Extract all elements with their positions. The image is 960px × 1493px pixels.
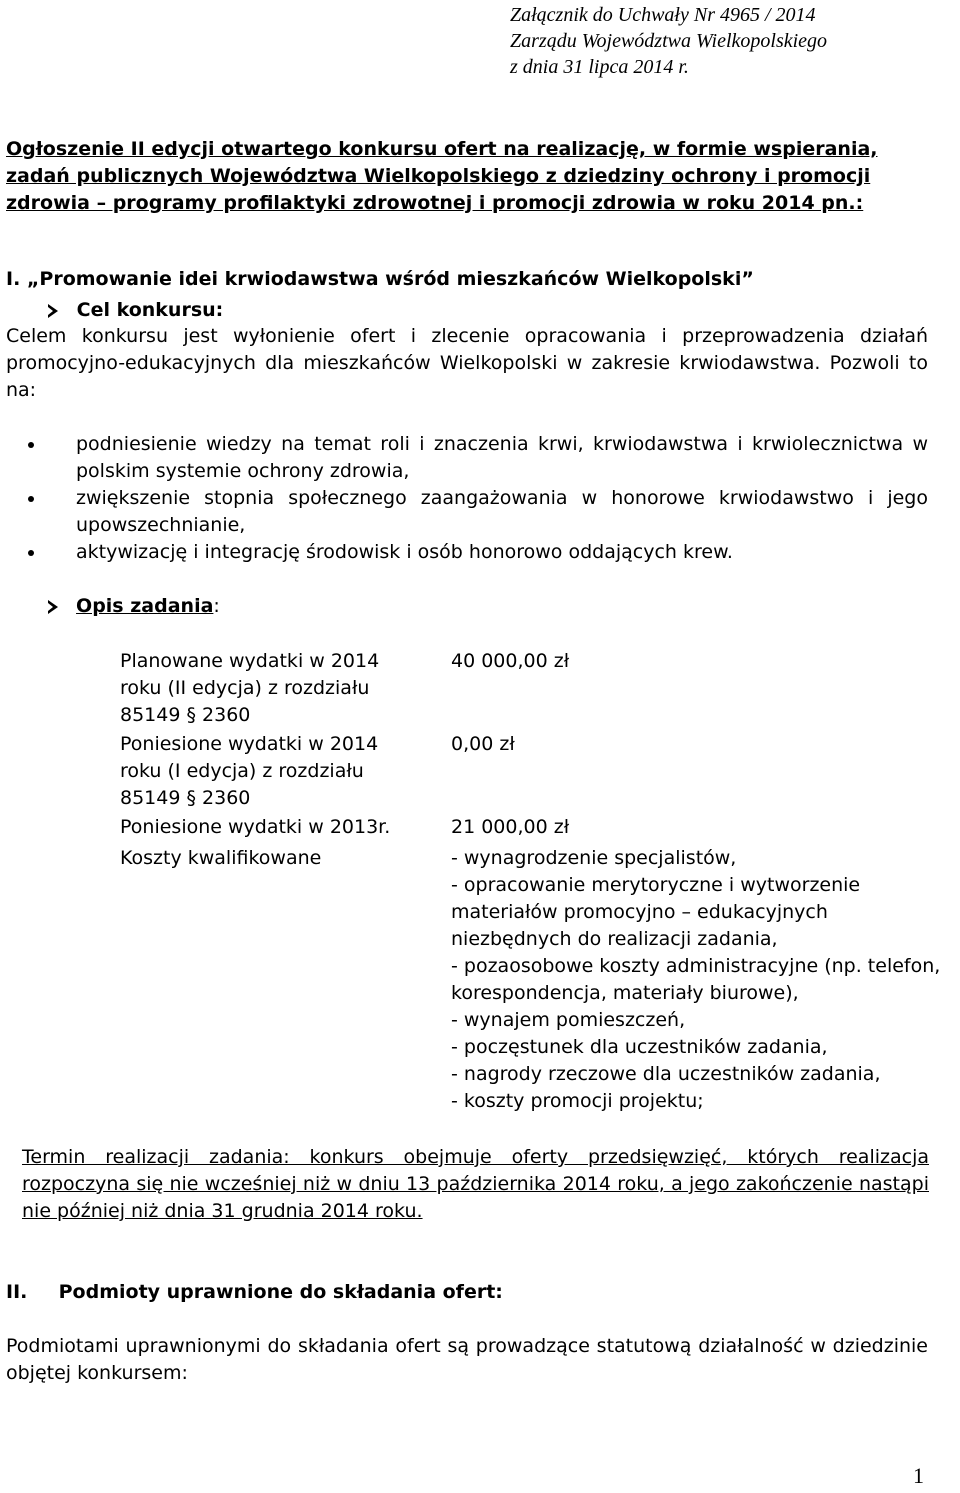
table-cell-value: 40 000,00 zł [451, 650, 570, 672]
list-item-text: podniesienie wiedzy na temat roli i znaczenia krwi, krwiodawstwa i krwiolecznictwa w polskim systemie ochrony zdrowia, [76, 433, 928, 482]
implementation-deadline: Termin realizacji zadania: konkurs obejmuje oferty przedsięwzięć, których realizacja rozpoczyna się nie wcześniej niż w dniu 13 października 2014 roku, a jego zakończenie nastąpi nie później niż dnia 31 grudnia 2014 roku. [22, 1146, 929, 1222]
goal-label: Cel konkursu: [76, 299, 224, 321]
list-item [28, 539, 928, 566]
list-item-text: aktywizację i integrację środowisk i osób honorowo oddających krew. [76, 541, 733, 563]
list-item-text: zwiększenie stopnia społecznego zaangażowania w honorowe krwiodawstwo i jego upowszechnianie, [76, 487, 928, 536]
cost-line: - pozaosobowe koszty administracyjne (np. telefon, korespondencja, materiały biurowe), [451, 955, 941, 1004]
annex-header-line: Załącznik do Uchwały Nr 4965 / 2014 [510, 4, 816, 26]
table-cell-label: Planowane wydatki w 2014 roku (II edycja) z rozdziału 85149 § 2360 [120, 650, 380, 726]
section-1-heading [6, 264, 754, 294]
bullet-icon [28, 550, 34, 556]
page-number: 1 [913, 1463, 924, 1488]
list-item [28, 485, 928, 539]
cost-line: - poczęstunek dla uczestników zadania, [451, 1036, 828, 1058]
document-title: Ogłoszenie II edycji otwartego konkursu ofert na realizację, w formie wspierania, zadań publicznych Województwa Wielkopolskiego z dziedziny ochrony i promocji zdrowia – programy profilaktyki zdrowotnej i promocji zdrowia w roku 2014 pn.: [6, 138, 878, 214]
table-cell-label: Poniesione wydatki w 2013r. [120, 816, 391, 838]
table-cell-label: Poniesione wydatki w 2014 roku (I edycja) z rozdziału 85149 § 2360 [120, 733, 379, 809]
arrow-bullet-icon [48, 600, 58, 614]
annex-header [510, 2, 827, 80]
annex-header-line: Zarządu Województwa Wielkopolskiego [510, 30, 828, 52]
bullet-icon [28, 496, 34, 502]
task-description-heading [48, 592, 220, 620]
list-item [28, 431, 928, 485]
table-cell-value: 21 000,00 zł [451, 816, 570, 838]
goal-paragraph: Celem konkursu jest wyłonienie ofert i zlecenie opracowania i przeprowadzenia działań promocyjno-edukacyjnych dla mieszkańców Wielkopolski w zakresie krwiodawstwa. Pozwoli to na: [6, 325, 928, 401]
section-number: II. [6, 1281, 28, 1303]
eligible-entities-paragraph: Podmiotami uprawnionymi do składania ofert są prowadzące statutową działalność w dziedzinie objętej konkursem: [6, 1335, 928, 1384]
task-colon: : [213, 595, 220, 617]
section-number: I. [6, 268, 21, 290]
cost-line: - wynajem pomieszczeń, [451, 1009, 686, 1031]
goal-bullet-list [28, 431, 928, 566]
bullet-icon [28, 442, 34, 448]
table-cell-label: Koszty kwalifikowane [120, 847, 322, 869]
cost-line: - wynagrodzenie specjalistów, [451, 847, 737, 869]
section-2-heading [6, 1278, 503, 1306]
task-label: Opis zadania [76, 595, 214, 617]
arrow-bullet-icon [48, 304, 58, 318]
goal-heading [48, 297, 223, 323]
annex-header-line: z dnia 31 lipca 2014 r. [510, 56, 689, 78]
section-title: Podmioty uprawnione do składania ofert: [58, 1281, 503, 1303]
cost-line: - opracowanie merytoryczne i wytworzenie materiałów promocyjno – edukacyjnych niezbędnych do realizacji zadania, [451, 874, 861, 950]
cost-line: - nagrody rzeczowe dla uczestników zadania, [451, 1063, 881, 1085]
table-cell-value: 0,00 zł [451, 733, 515, 755]
cost-line: - koszty promocji projektu; [451, 1090, 704, 1112]
eligible-costs-list [451, 845, 946, 1115]
section-title: „Promowanie idei krwiodawstwa wśród mieszkańców Wielkopolski” [26, 268, 754, 290]
